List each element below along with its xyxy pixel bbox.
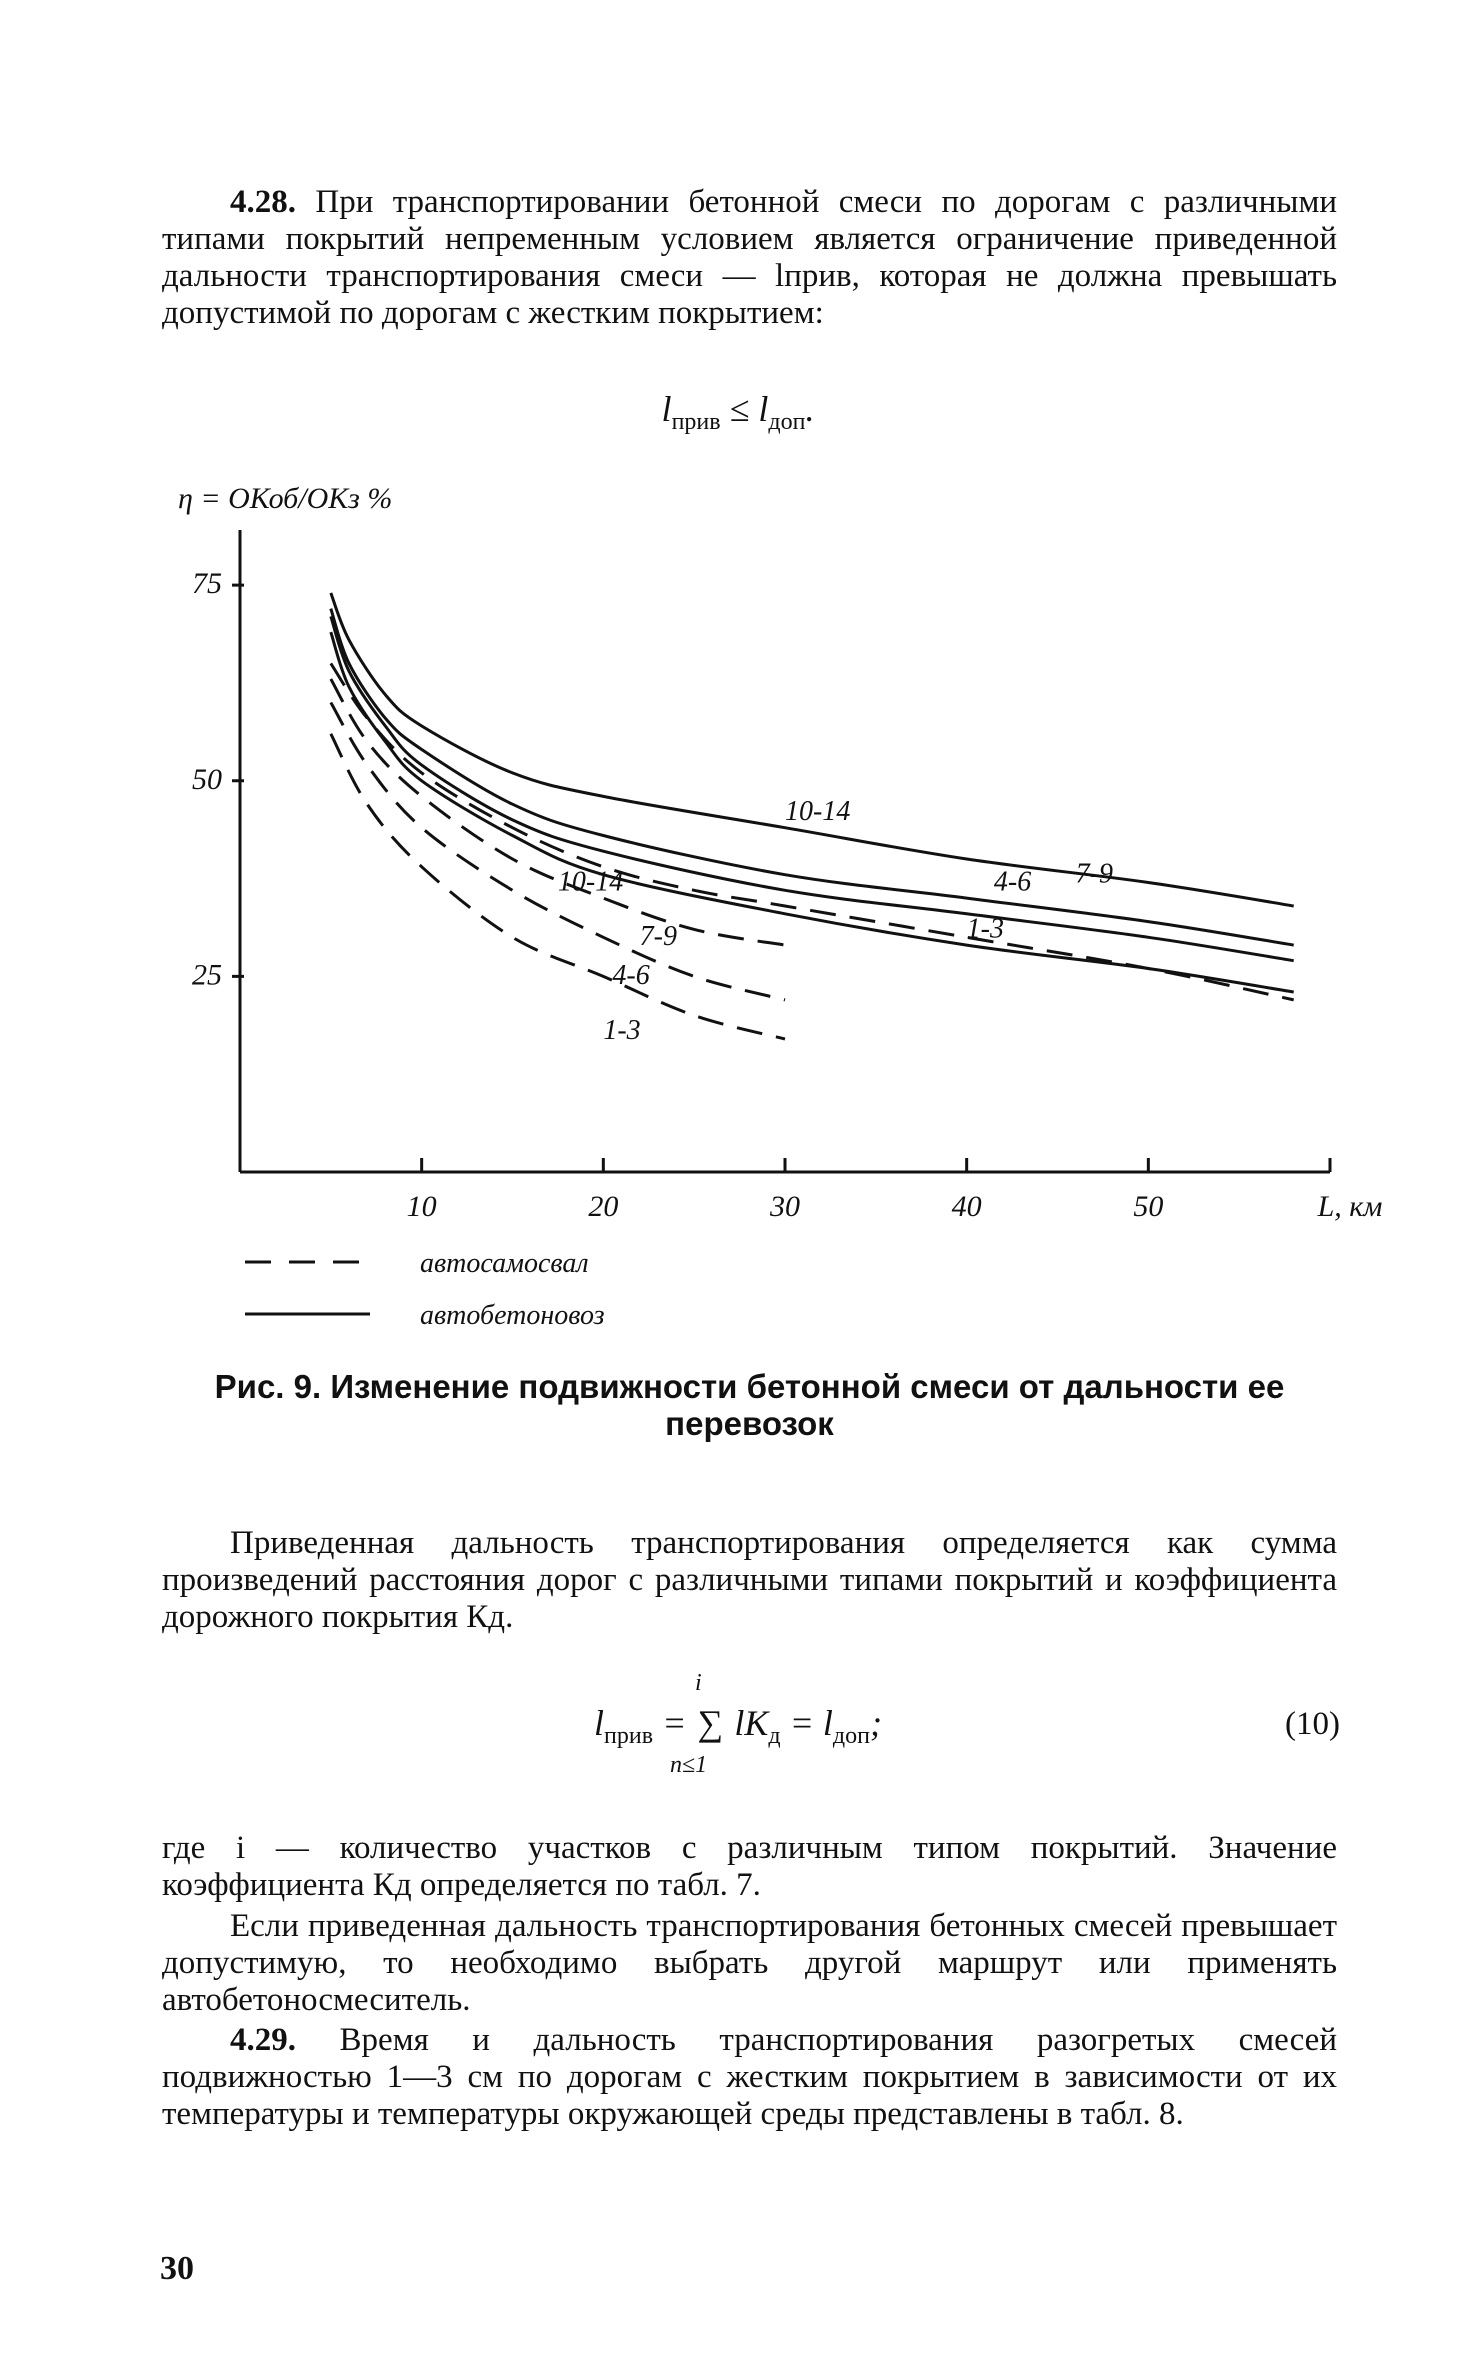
curve-label: 10-14 <box>557 866 624 898</box>
formula-end: . <box>805 389 815 429</box>
formula-symbol: l <box>661 389 672 429</box>
paragraph-where: где i — количество участков с различным типом покрытий. Значение коэффициента Кд определяется по табл. 7. <box>162 1830 1337 1903</box>
paragraph-text: Время и дальность транспортирования разогретых смесей подвижностью 1—3 см по дорогам с жестким покрытием в зависимости от их температуры и температуры окружающей среды представлены в табл. 8. <box>162 2022 1337 2132</box>
series-line-dashed-4-6 <box>331 703 785 1000</box>
x-tick-label: 10 <box>406 1190 437 1223</box>
formula-subscript: д <box>768 1723 781 1750</box>
formula-operator: = <box>653 1703 696 1743</box>
x-tick-label: 20 <box>588 1190 619 1223</box>
formula-term: lK <box>725 1703 769 1743</box>
curve-label: 4-6 <box>993 866 1032 898</box>
formula-symbol: l <box>758 389 769 429</box>
series-line-solid-4-6 <box>331 616 1294 960</box>
formula-operator: ≤ <box>720 389 759 429</box>
legend-label: автобетоновоз <box>420 1300 605 1331</box>
formula-subscript: доп <box>768 409 806 436</box>
formula-operator: = l <box>780 1703 833 1743</box>
formula-end: ; <box>869 1703 882 1743</box>
formula-subscript: прив <box>604 1723 654 1750</box>
x-tick-label: 30 <box>770 1190 800 1223</box>
curve-label: 7-9 <box>1075 858 1113 890</box>
curve-label: 10-14 <box>785 795 851 827</box>
series-line-solid-10-14 <box>331 593 1294 906</box>
sum-symbol: ∑ <box>697 1703 724 1743</box>
sum-formula <box>0 1702 1476 1750</box>
legend-label: автосамосвал <box>420 1248 589 1279</box>
paragraph-text: При транспортировании бетонной смеси по дорогам с различными типами покрытий непременным условием является ограничение приведенной дальности транспортирования смеси — lприв, которая не должна превышать допустимой по дорогам с жестким покрытием: <box>162 184 1337 331</box>
paragraph-number: 4.28. <box>230 184 296 220</box>
paragraph-number: 4.29. <box>230 2022 296 2058</box>
y-tick-label: 50 <box>192 762 222 796</box>
paragraph-definition: Приведенная дальность транспортирования определяется как сумма произведений расстояния дорог с различными типами покрытий и коэффициента дорожного покрытия Кд. <box>162 1525 1337 1635</box>
formula-subscript: прив <box>671 409 721 436</box>
curve-label: 1-3 <box>603 1014 641 1046</box>
y-axis-label: η = ОКоб/ОКз % <box>178 482 393 515</box>
curve-label: 1-3 <box>966 913 1004 945</box>
page-number: 30 <box>160 2250 194 2287</box>
x-tick-label: 40 <box>951 1190 982 1223</box>
y-tick-label: 25 <box>192 958 222 992</box>
x-axis-label: L, км <box>1317 1190 1383 1223</box>
figure-caption: Рис. 9. Изменение подвижности бетонной смеси от дальности ее перевозок <box>214 1368 1285 1442</box>
formula-symbol: l <box>594 1703 605 1743</box>
x-tick-label: 50 <box>1133 1190 1164 1223</box>
y-tick-label: 75 <box>192 567 222 601</box>
sum-lower-limit: n≤1 <box>670 1752 708 1778</box>
curve-label: 4-6 <box>612 960 650 992</box>
equation-number: (10) <box>1285 1706 1340 1742</box>
curve-label: 7-9 <box>639 921 677 953</box>
series-line-dashed-7-9 <box>331 679 785 945</box>
paragraph-4-29 <box>162 2022 1337 2133</box>
sum-upper-limit: i <box>695 1670 702 1696</box>
formula-subscript: доп <box>832 1723 870 1750</box>
paragraph-if: Если приведенная дальность транспортирования бетонных смесей превышает допустимую, то необходимо выбрать другой маршрут или применять автобетоносмеситель. <box>162 1908 1337 2018</box>
